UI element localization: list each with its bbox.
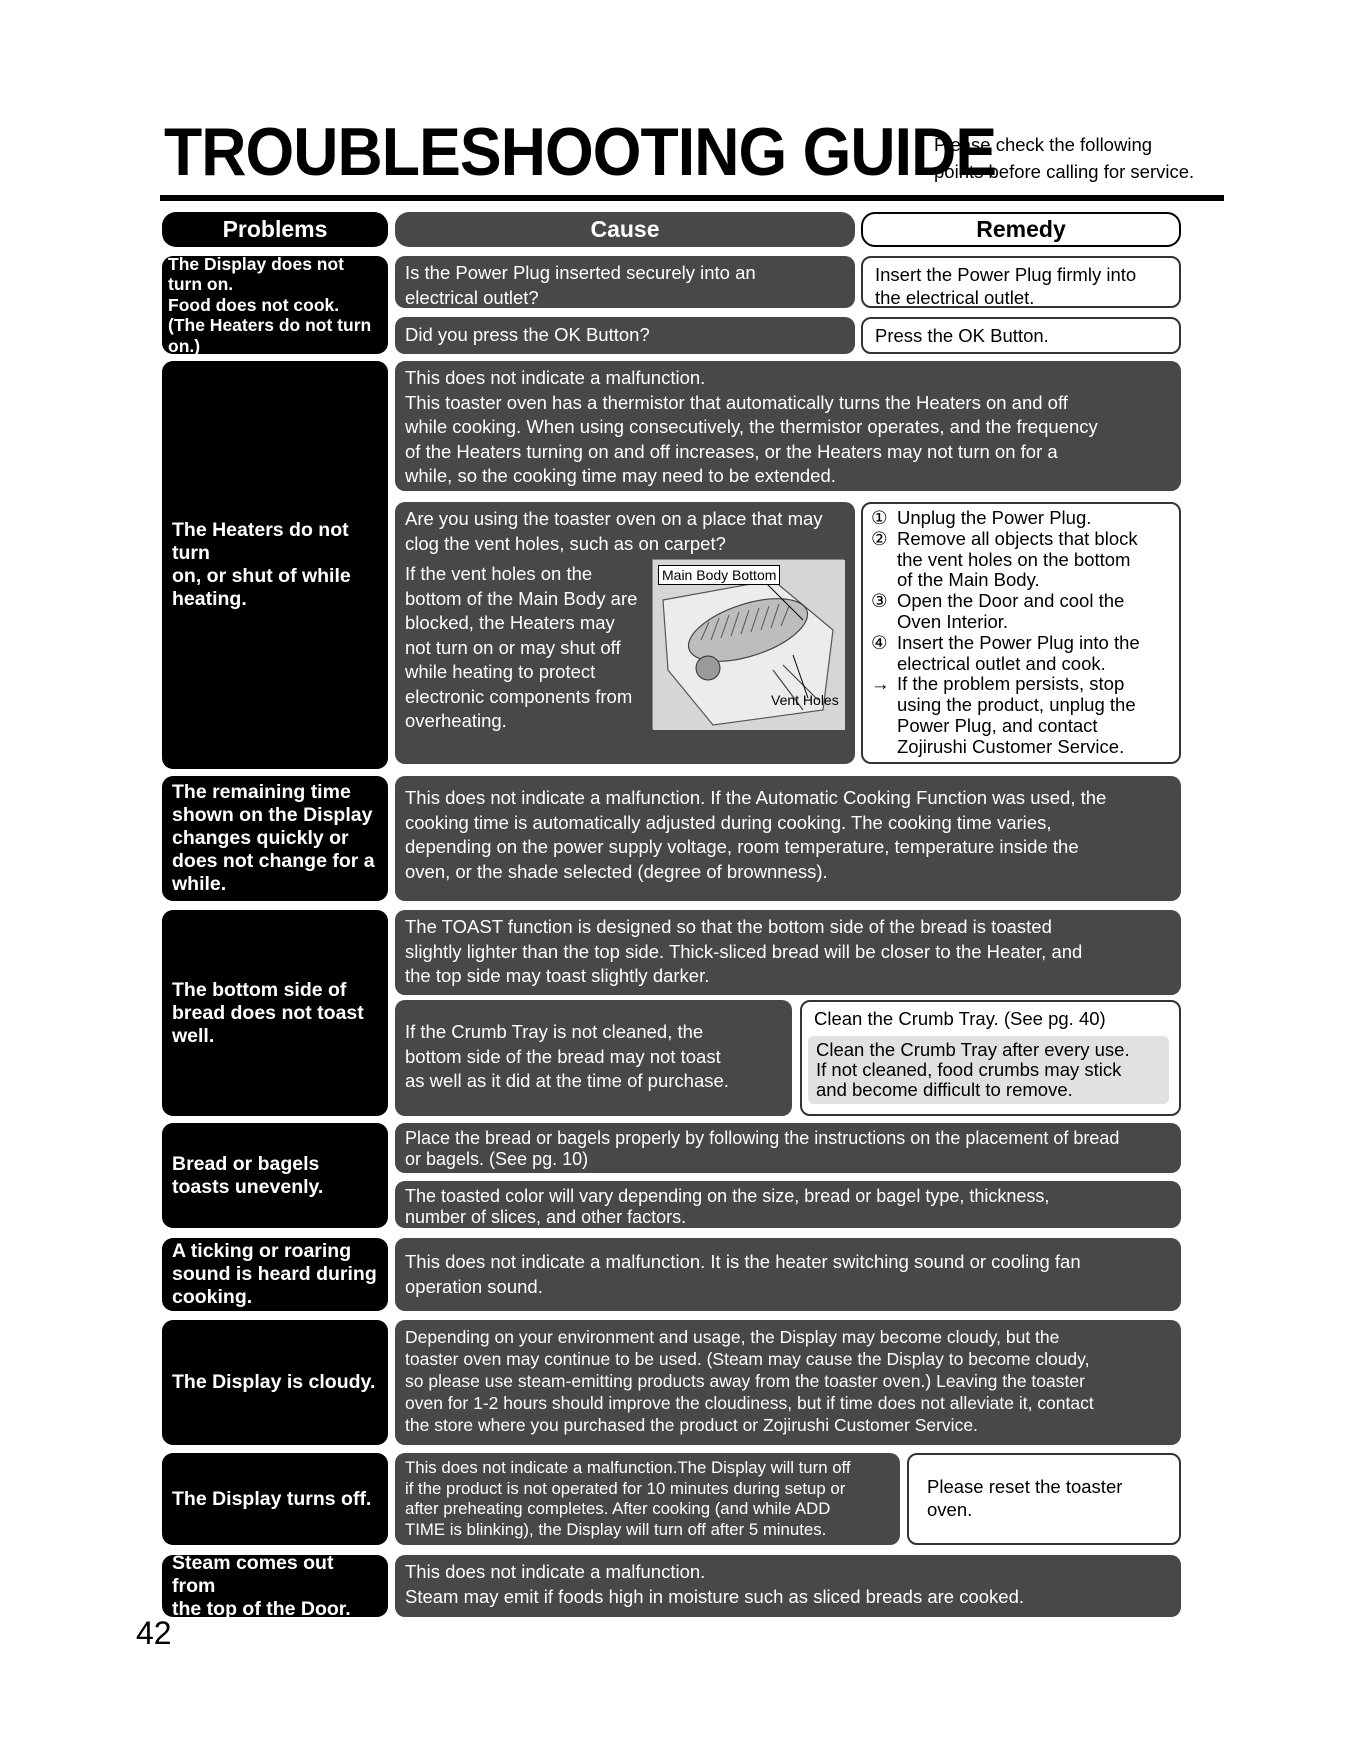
- step-number: ④: [871, 631, 888, 653]
- remedy-text: Please reset the toaster oven.: [927, 1476, 1123, 1520]
- cause-text: The toasted color will vary depending on the size, bread or bagel type, thickness, number of slices, and other factors.: [405, 1186, 1050, 1227]
- cause-text: This does not indicate a malfunction. If the Automatic Cooking Function was used, the cooking time is automatically adjusted during cooking. The cooking time varies, depending on the power supply voltage, room temperature, temperature inside the oven, or the shade selected (degree of brownness).: [405, 787, 1107, 882]
- cause-text: This does not indicate a malfunction. This toaster oven has a thermistor that automatically turns the Heaters on and off while cooking. When using consecutively, the thermistor operates, and the frequency of the Heaters turning on and off increases, or the Heaters may not turn on for a while, so the cooking time may need to be extended.: [405, 367, 1098, 486]
- step-text: Remove all objects that block the vent holes on the bottom of the Main Body.: [897, 527, 1138, 591]
- problem-bottom-side: [162, 910, 388, 1116]
- vent-holes-figure: [652, 559, 844, 729]
- remedy-step: [871, 529, 1171, 591]
- cause-heater-sound: [395, 1238, 1181, 1311]
- cause-text: Is the Power Plug inserted securely into an electrical outlet?: [405, 262, 756, 308]
- problem-text: The Display does not turn on. Food does not cook. (The Heaters do not turn on.): [168, 253, 372, 356]
- problem-steam: [162, 1551, 388, 1620]
- cause-ok-button: [395, 317, 855, 354]
- remedy-power-plug: [861, 256, 1181, 308]
- figure-label-vent-holes: Vent Holes: [771, 692, 839, 708]
- step-number: ③: [871, 590, 888, 612]
- page-number: 42: [136, 1615, 172, 1651]
- step-text: If the problem persists, stop using the product, unplug the Power Plug, and contact Zojirushi Customer Service.: [897, 673, 1136, 757]
- title-rule: [160, 195, 1224, 201]
- cause-text: This does not indicate a malfunction.The Display will turn off if the product is not operated for 10 minutes during setup or after preheating completes. After cooking (and while ADD TIME is blinking), the Display will turn off after 5 minutes.: [405, 1458, 851, 1539]
- cause-text: If the Crumb Tray is not cleaned, the bottom side of the bread may not toast as well as it did at the time of purchase.: [405, 1021, 729, 1091]
- cause-text: Depending on your environment and usage, the Display may become cloudy, but the toaster oven may continue to be used. (Steam may cause the Display to become cloudy, so please use steam-emitting products away from the toaster oven.) Leaving the toaster oven for 1-2 hours should improve the cloudiness, but if time does not alleviate it, contact the store where you purchased the product or Zojirushi Customer Service.: [405, 1327, 1094, 1435]
- remedy-text: Press the OK Button.: [875, 325, 1049, 346]
- step-number: ①: [871, 507, 888, 528]
- cause-header: Cause: [395, 212, 855, 247]
- page-subtitle: Please check the following points before calling for service.: [934, 134, 1195, 182]
- problem-text: The remaining time shown on the Display changes quickly or does not change for a while.: [172, 781, 375, 895]
- problem-text: The Display is cloudy.: [172, 1371, 376, 1393]
- remedy-header: Remedy: [861, 212, 1181, 247]
- cause-question: Are you using the toaster oven on a place that may clog the vent holes, such as on carpet?: [405, 508, 823, 554]
- problem-text: Bread or bagels toasts unevenly.: [172, 1152, 324, 1198]
- remedy-vent-steps: [861, 502, 1181, 764]
- step-text: Insert the Power Plug into the electrical outlet and cook.: [897, 631, 1140, 674]
- problem-ticking-sound: [162, 1238, 388, 1311]
- cause-steam: [395, 1555, 1181, 1617]
- step-arrow: →: [871, 673, 890, 695]
- problem-text: The Heaters do not turn on, or shut of while heating.: [172, 519, 351, 610]
- problem-display-off: [162, 253, 388, 356]
- cause-power-plug: [395, 256, 855, 308]
- cause-text: Did you press the OK Button?: [405, 324, 650, 345]
- cause-display-cloudy: [395, 1320, 1181, 1445]
- cause-thermistor: [395, 361, 1181, 491]
- figure-label-main-body-bottom: Main Body Bottom: [658, 565, 780, 585]
- cause-toast-function: [395, 910, 1181, 995]
- step-text: Open the Door and cool the Oven Interior.: [897, 590, 1125, 632]
- step-number: ②: [871, 527, 888, 549]
- step-text: Unplug the Power Plug.: [897, 507, 1092, 528]
- crumb-tray-note: [808, 1036, 1169, 1104]
- remedy-step: [871, 633, 1171, 675]
- note-text: Clean the Crumb Tray after every use. If not cleaned, food crumbs may stick and become difficult to remove.: [816, 1039, 1130, 1100]
- cause-text: Place the bread or bagels properly by following the instructions on the placement of bread or bagels. (See pg. 10): [405, 1128, 1120, 1169]
- problem-text: Steam comes out from the top of the Door.: [172, 1551, 351, 1620]
- problem-toasts-unevenly: [162, 1123, 388, 1228]
- problem-display-turns-off: [162, 1453, 388, 1545]
- cause-text: This does not indicate a malfunction. Steam may emit if foods high in moisture such as sliced breads are cooked.: [405, 1561, 1025, 1607]
- remedy-step: [871, 591, 1171, 633]
- cause-automatic-cooking: [395, 776, 1181, 901]
- cause-text: This does not indicate a malfunction. It is the heater switching sound or cooling fan operation sound.: [405, 1251, 1081, 1297]
- cause-toasted-color: [395, 1181, 1181, 1228]
- remedy-text: Insert the Power Plug firmly into the electrical outlet.: [875, 264, 1137, 308]
- remedy-reset-oven: [907, 1453, 1181, 1545]
- cause-placement: [395, 1123, 1181, 1173]
- cause-display-turns-off: [395, 1453, 900, 1545]
- problem-remaining-time: [162, 776, 388, 901]
- cause-text: The TOAST function is designed so that the bottom side of the bread is toasted slightly lighter than the top side. Thick-sliced bread will be closer to the Heater, and the top side may toast slightly darker.: [405, 916, 1083, 986]
- page-title: TROUBLESHOOTING GUIDE: [164, 114, 997, 190]
- remedy-crumb-tray: [800, 1000, 1181, 1116]
- problem-display-cloudy: [162, 1320, 388, 1445]
- problem-text: A ticking or roaring sound is heard during cooking.: [172, 1240, 377, 1308]
- cause-detail: If the vent holes on the bottom of the Main Body are blocked, the Heaters may not turn on or may shut off while heating to protect electronic components from overheating.: [405, 563, 638, 731]
- problem-text: The Display turns off.: [172, 1487, 372, 1510]
- cause-crumb-tray: [395, 1000, 792, 1116]
- remedy-ok-button: [861, 317, 1181, 354]
- remedy-step: [871, 508, 1171, 529]
- remedy-step: [871, 674, 1171, 757]
- remedy-text: Clean the Crumb Tray. (See pg. 40): [814, 1008, 1106, 1029]
- problem-heaters-off: [162, 361, 388, 769]
- problem-text: The bottom side of bread does not toast well.: [172, 978, 364, 1047]
- problems-header: Problems: [162, 212, 388, 247]
